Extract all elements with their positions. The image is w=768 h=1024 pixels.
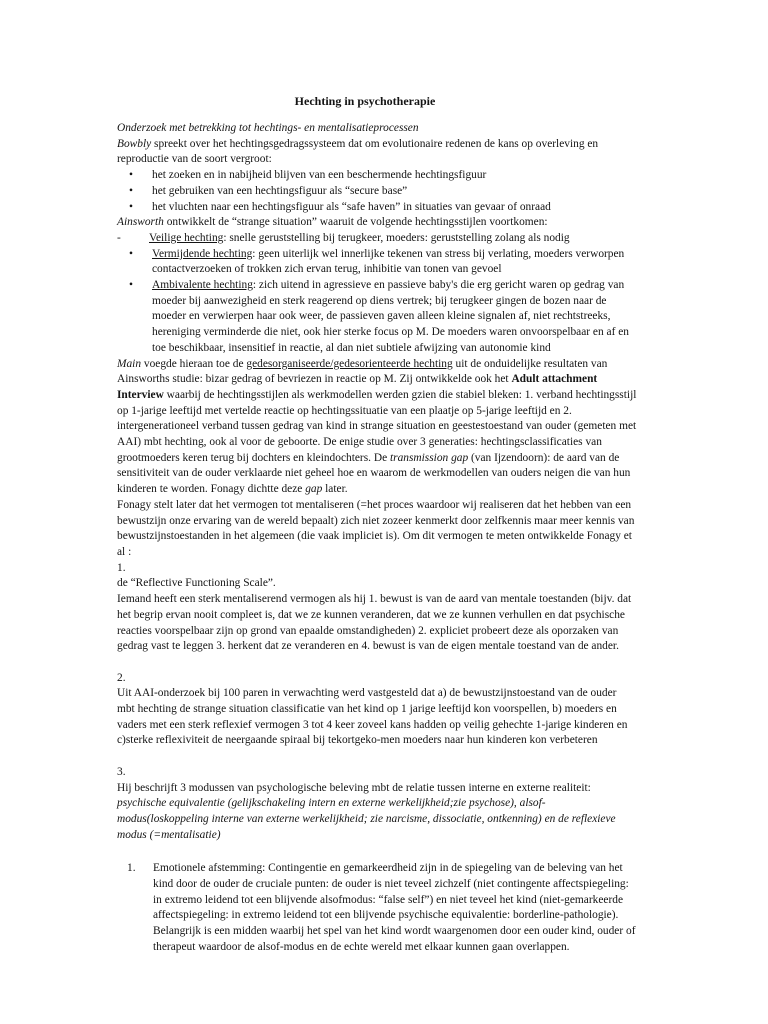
item-number: 1. <box>127 862 136 875</box>
point-subtitle: de “Reflective Functioning Scale”. <box>117 577 276 590</box>
list-item: • Vermijdende hechting: geen uiterlijk wel innerlijke tekenen van stress bij verlating, moeders verworpen contactverzoeken of trokken zich ervan terug, inhibitie van tonen van gevoel <box>129 247 625 276</box>
point-text: Uit AAI-onderzoek bij 100 paren in verwachting werd vastgesteld dat a) de bewustzijnstoestand van de ouder mbt hechting de strange situation classificatie van het kind op 1 jarige leeftijd kon voorspellen, b) moeders en vaders met een sterk reflexief vermogen 3 tot 4 keer zoveel kans hadden op veilig gehechte 1-jarige kinderen en c)sterke reflexiviteit de neergaande spiraal bij tekortgeko-men moeders naar hun kinderen kon verbeteren <box>117 687 628 747</box>
list-item: • het vluchten naar een hechtingsfiguur als “safe haven” in situaties van gevaar of onraad <box>117 200 637 216</box>
bowlby-paragraph: Bowbly spreekt over het hechtingsgedragssysteem dat om evolutionaire redenen de kans op overleving en reproductie van de soort vergroot: <box>117 137 599 166</box>
author-name: Bowbly <box>117 137 152 150</box>
point-text: Hij beschrijft 3 modussen van psychologische beleving mbt de relatie tussen interne en externe realiteit: psychische equivalentie (gelijkschakeling intern en externe werkelijkheid;zie psychose), alsof-modus(loskoppeling interne van externe werkelijkheid; zie narcisme, dissociatie, ontkenning) en de reflexieve modus (=mentalisatie) <box>117 781 616 841</box>
bullet-icon: • <box>129 169 133 182</box>
page-title: Hechting in psychotherapie <box>294 94 436 108</box>
main-paragraph: Main voegde hieraan toe de gedesorganiseerde/gedesorienteerde hechting uit de onduidelijke resultaten van Ainsworths studie: bizar gedrag of bevriezen in reactie op M. Zij ontwikkelde ook het Adult attachment Interview waarbij de hechtingsstijlen als werkmodellen werden gzien die stabiel bleken: 1. verband hechtingsstijl op 1-jarige leeftijd met vertelde reactie op hechtingssituatie van een plaatje op 5-jarige leeftijd en 2. intergenerationeel verband tussen gedrag van kind in strange situation en geestestoestand van ouder (gemeten met AAI) mbt hechting, ook al voor de geboorte. De enige studie over 3 generaties: hechtingsclassificaties van grootmoeders keren terug bij dochters en kleindochters. De transmission gap (van Ijzendoorn): de aard van de sensitiviteit van de ouder verklaarde niet geheel hoe en waarom de werkmodellen van ouders neigen die van hun kinderen te worden. Fonagy dichtte deze gap later. <box>117 357 637 496</box>
fonagy-paragraph: Fonagy stelt later dat het vermogen tot mentaliseren (=het proces waardoor wij realiseren dat het hebben van een bewustzijn onze ervaring van de wereld bepaalt) zich niet zozeer kenmerkt door zelfkennis maar meer kennis van bewustzijnstoestanden in het algemeen (die vaak impliciet is). Om dit vermogen te meten ontwikkelde Fonagy et al : <box>117 498 635 558</box>
list-item: • het zoeken en in nabijheid blijven van een beschermende hechtingsfiguur <box>117 168 637 184</box>
item-text: Emotionele afstemming: Contingentie en gemarkeerdheid zijn in de spiegeling van de beleving van het kind door de ouder de cruciale punten: de ouder is niet teveel zichzelf (niet contingente affectspiegeling: in extremo leidend tot een blijvende alsofmodus: “false self”) en niet teveel het kind (niet-gemarkeerde affectspiegeling: in extremo leidend tot een blijvende psychische equivalentie: borderline-pathologie). Belangrijk is een midden waarbij het spel van het kind wordt waargenomen door een ouder kind, ouder of therapeut waardoor de alsof-modus en de echte wereld met elkaar kunnen gaan overlappen. <box>153 862 636 953</box>
list-item: • Ambivalente hechting: zich uitend in agressieve en passieve baby's die erg gericht waren op gedrag van moeder bij aanwezigheid en sterk reagerend op diens vertrek; bij terugkeer gingen de bozen naar de moeder en verwierpen haar ook weer, de passieven gaven alleen kleine signalen af, niet rechtstreeks, hereniging verminderde die niet, ook hier sterke focus op M. De moeders waren onvoorspelbaar en af en toe beschikbaar, insensitief in reactie, al dan niet subtiele afwijzing van autonomie kind <box>129 279 629 354</box>
bullet-icon: • <box>129 279 133 292</box>
author-name: Ainsworth <box>117 216 164 229</box>
ainsworth-list <box>117 247 637 357</box>
point-number: 2. <box>117 671 126 684</box>
numbered-item <box>117 861 637 955</box>
list-item: • het gebruiken van een hechtingsfiguur als “secure base” <box>117 184 637 200</box>
bullet-icon: • <box>129 247 133 260</box>
list-item: - Veilige hechting: snelle geruststelling bij terugkeer, moeders: geruststelling zolang als nodig <box>117 231 637 247</box>
ainsworth-paragraph: Ainsworth ontwikkelt de “strange situation” waaruit de volgende hechtingsstijlen voortkomen: <box>117 216 548 229</box>
point-text: Iemand heeft een sterk mentaliserend vermogen als hij 1. bewust is van de aard van mentale toestanden (bijv. dat het begrip ervan nooit compleet is, dat we ze kunnen veranderen, dat we ze kunnen verhullen en dat psychische reacties voorspelbaar zijn op grond van epaalde omstandigheden) 2. expliciet probeert deze als oporzaken van gedrag vast te leggen 3. herkent dat ze veranderen en 4. bewust is van de eigen mentale toestand van de ander. <box>117 593 632 653</box>
bowlby-list <box>117 168 637 215</box>
bullet-icon: • <box>129 200 133 213</box>
bullet-icon: • <box>129 184 133 197</box>
dash-icon: - <box>117 231 121 244</box>
author-name: Main <box>117 357 142 370</box>
document-body <box>117 121 637 956</box>
point-number: 1. <box>117 561 126 574</box>
section-heading: Onderzoek met betrekking tot hechtings- en mentalisatieprocessen <box>117 122 419 134</box>
point-number: 3. <box>117 765 126 778</box>
